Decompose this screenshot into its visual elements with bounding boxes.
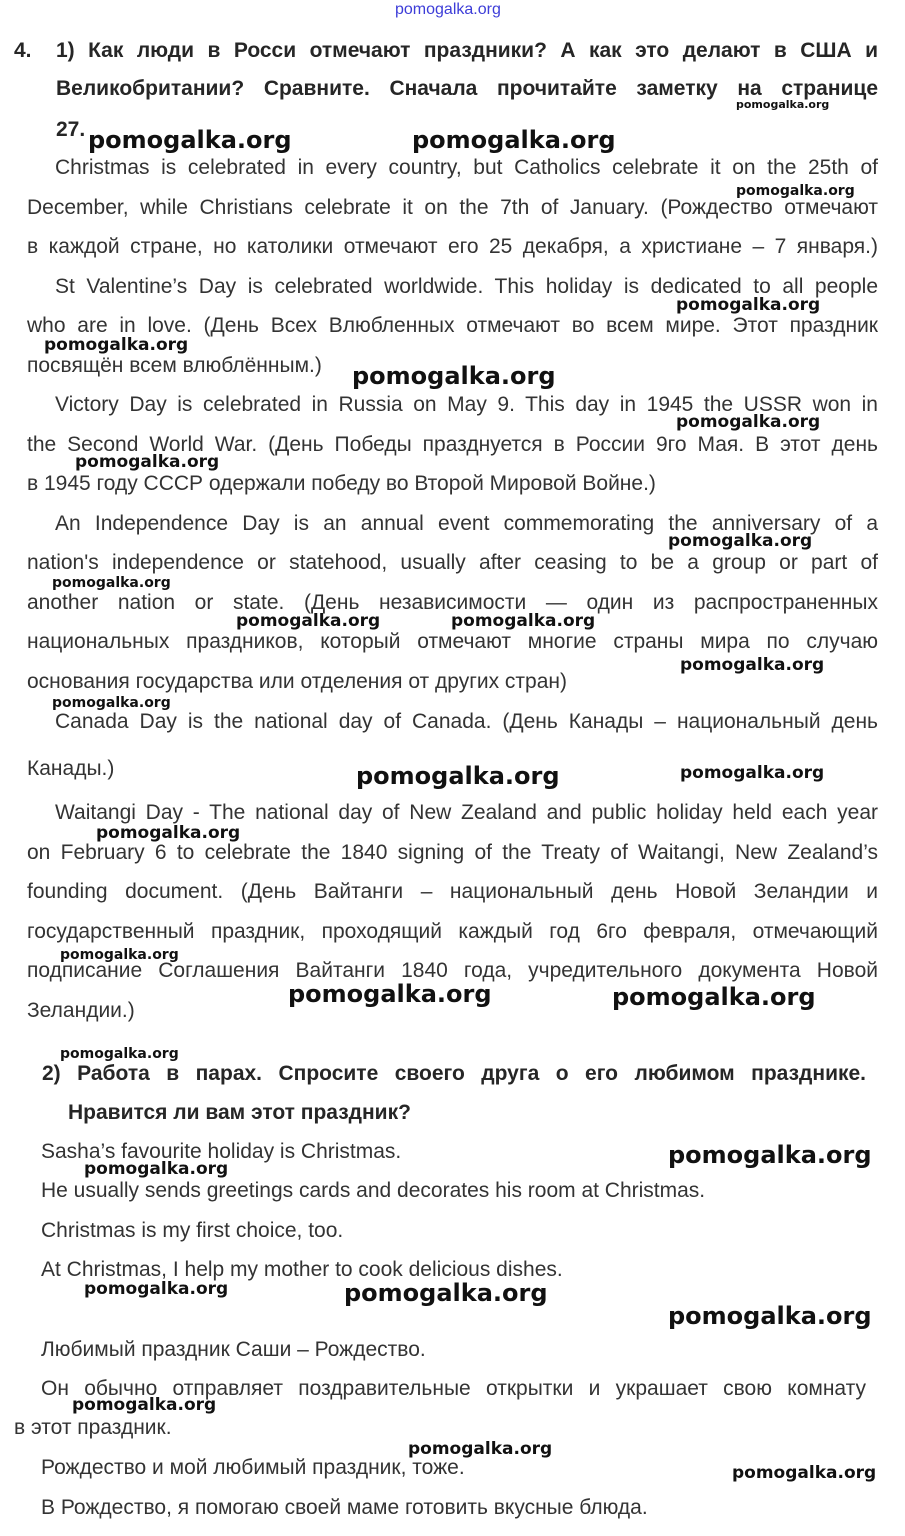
body-line: посвящён всем влюблённым.) — [27, 354, 322, 377]
body-line: Зеландии.) — [27, 999, 135, 1022]
body-line: в 1945 году СССР одержали победу во Второй Мировой Войне.) — [27, 472, 656, 495]
body-line: St Valentine’s Day is celebrated worldwide. This holiday is dedicated to all people — [55, 275, 878, 298]
body-line: Victory Day is celebrated in Russia on May 9. This day in 1945 the USSR won in — [55, 393, 878, 416]
part2-heading-line: 2) Работа в парах. Спросите своего друга о его любимом празднике. — [42, 1062, 866, 1085]
watermark: pomogalka.org — [412, 126, 616, 154]
body-line: the Second World War. (День Победы празднуется в России 9го Мая. В этот день — [27, 433, 878, 456]
part1-heading-line: Великобритании? Сравните. Сначала прочитайте заметку на странице — [56, 77, 878, 100]
body-line: who are in love. (День Всех Влюбленных отмечают во всем мире. Этот праздник — [27, 314, 878, 337]
watermark: pomogalka.org — [52, 695, 171, 711]
watermark: pomogalka.org — [356, 762, 560, 790]
watermark: pomogalka.org — [75, 452, 220, 472]
watermark: pomogalka.org — [451, 611, 596, 631]
exercise-number: 4. — [14, 39, 32, 62]
watermark: pomogalka.org — [288, 980, 492, 1008]
body-line: December, while Christians celebrate it on the 7th of January. (Рождество отмечают — [27, 196, 878, 219]
watermark: pomogalka.org — [344, 1279, 548, 1307]
watermark: pomogalka.org — [88, 126, 292, 154]
watermark: pomogalka.org — [84, 1279, 229, 1299]
watermark: pomogalka.org — [736, 183, 855, 199]
watermark: pomogalka.org — [408, 1439, 553, 1459]
watermark: pomogalka.org — [44, 335, 189, 355]
dialogue-line-ru: в этот праздник. — [14, 1416, 172, 1439]
watermark: pomogalka.org — [72, 1395, 217, 1415]
dialogue-line-ru: Он обычно отправляет поздравительные открытки и украшает свою комнату — [41, 1377, 866, 1400]
watermark: pomogalka.org — [668, 1302, 872, 1330]
dialogue-line-ru: В Рождество, я помогаю своей маме готовить вкусные блюда. — [41, 1496, 648, 1519]
body-line: on February 6 to celebrate the 1840 signing of the Treaty of Waitangi, New Zealand’s — [27, 841, 878, 864]
body-line: в каждой стране, но католики отмечают его 25 декабря, а христиане – 7 января.) — [27, 235, 878, 258]
body-line: An Independence Day is an annual event commemorating the anniversary of a — [55, 512, 878, 535]
watermark: pomogalka.org — [680, 655, 825, 675]
watermark: pomogalka.org — [352, 362, 556, 390]
dialogue-line-ru: Рождество и мой любимый праздник, тоже. — [41, 1456, 465, 1479]
part1-heading-line: 1) Как люди в Росси отмечают праздники? А как это делают в США и — [56, 39, 878, 62]
watermark: pomogalka.org — [60, 1046, 179, 1062]
dialogue-line-en: At Christmas, I help my mother to cook delicious dishes. — [41, 1258, 563, 1281]
watermark: pomogalka.org — [668, 1141, 872, 1169]
dialogue-line-en: Sasha’s favourite holiday is Christmas. — [41, 1140, 402, 1163]
body-line: nation's independence or statehood, usually after ceasing to be a group or part of — [27, 551, 878, 574]
dialogue-line-ru: Любимый праздник Саши – Рождество. — [41, 1338, 426, 1361]
body-line: основания государства или отделения от других стран) — [27, 670, 567, 693]
body-line: Канады.) — [27, 757, 115, 780]
dialogue-line-en: Christmas is my first choice, too. — [41, 1219, 344, 1242]
part2-heading-line: Нравится ли вам этот праздник? — [68, 1101, 411, 1124]
watermark: pomogalka.org — [668, 531, 813, 551]
watermark: pomogalka.org — [96, 823, 241, 843]
watermark: pomogalka.org — [680, 763, 825, 783]
body-line: Christmas is celebrated in every country, but Catholics celebrate it on the 25th of — [55, 156, 878, 179]
body-line: подписание Соглашения Вайтанги 1840 года, учредительного документа Новой — [27, 959, 878, 982]
watermark: pomogalka.org — [236, 611, 381, 631]
watermark: pomogalka.org — [60, 947, 179, 963]
watermark: pomogalka.org — [676, 412, 821, 432]
body-line: Waitangi Day - The national day of New Zealand and public holiday held each year — [55, 801, 878, 824]
body-line: государственный праздник, проходящий каждый год 6го февраля, отмечающий — [27, 920, 878, 943]
watermark: pomogalka.org — [612, 983, 816, 1011]
body-line: Canada Day is the national day of Canada. (День Канады – национальный день — [55, 710, 878, 733]
dialogue-line-en: He usually sends greetings cards and decorates his room at Christmas. — [41, 1179, 706, 1202]
body-line: национальных праздников, который отмечают многие страны мира по случаю — [27, 630, 878, 653]
part1-heading-line: 27. — [56, 118, 86, 141]
body-line: another nation or state. (День независимости — один из распространенных — [27, 591, 878, 614]
watermark: pomogalka.org — [676, 295, 821, 315]
body-line: founding document. (День Вайтанги – национальный день Новой Зеландии и — [27, 880, 878, 903]
watermark: pomogalka.org — [732, 1463, 877, 1483]
watermark: pomogalka.org — [84, 1159, 229, 1179]
watermark: pomogalka.org — [736, 98, 830, 111]
watermark: pomogalka.org — [52, 575, 171, 591]
site-header[interactable]: pomogalka.org — [395, 1, 501, 18]
